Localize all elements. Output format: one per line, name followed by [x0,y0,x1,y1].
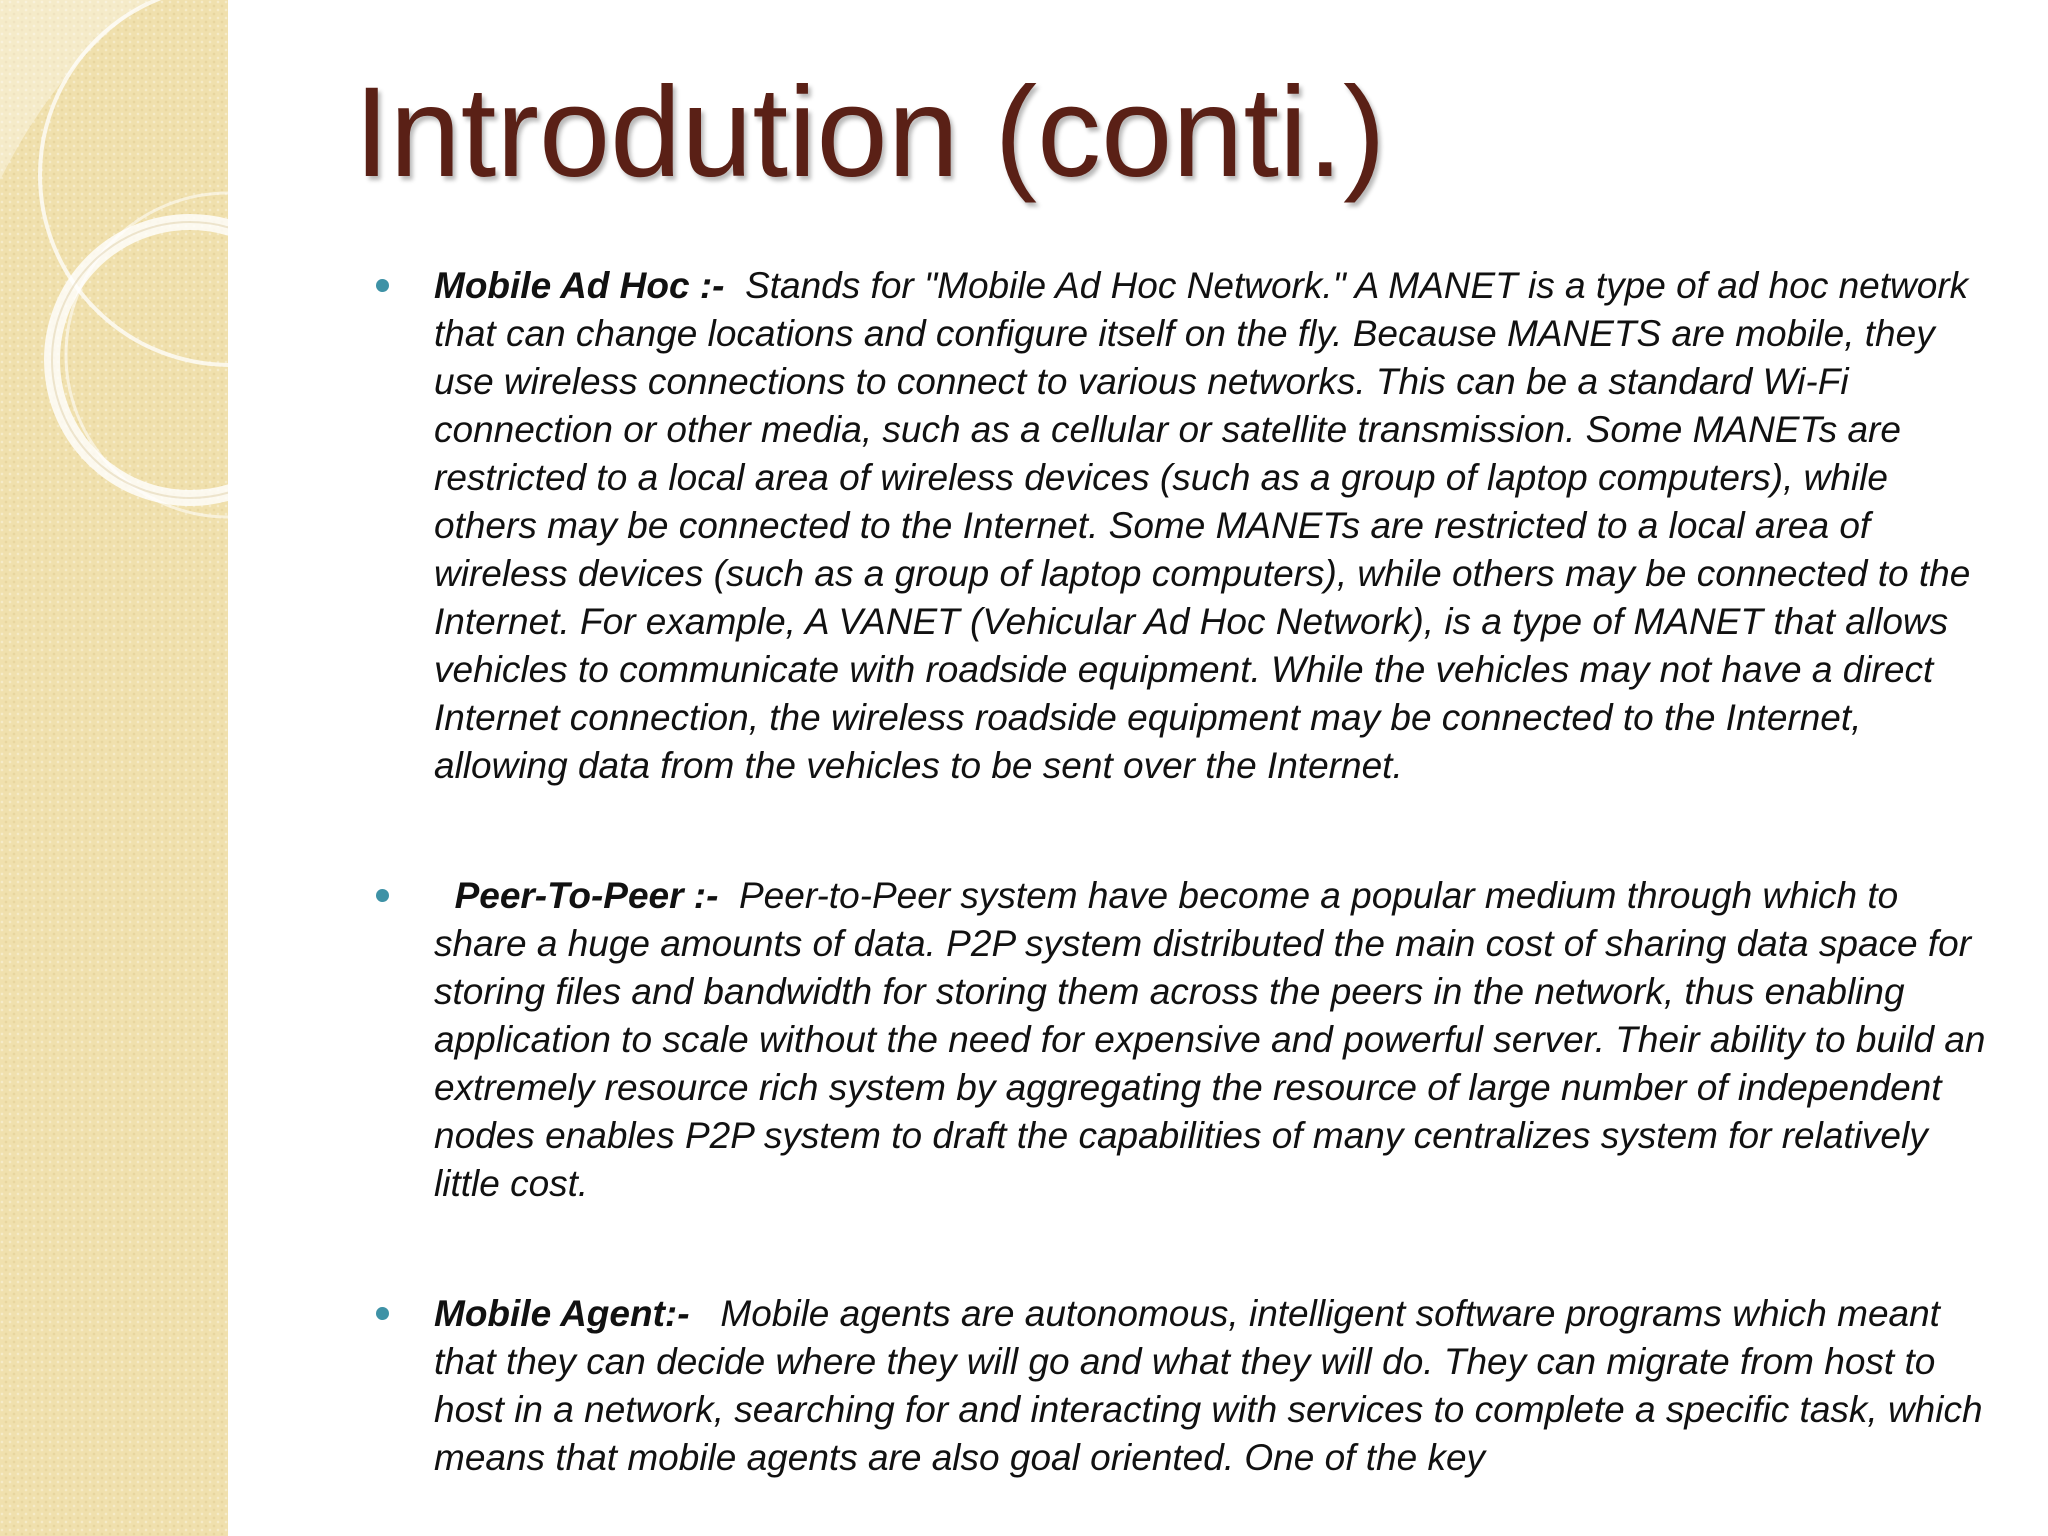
bullet-text: Peer-to-Peer system have become a popular medium through which to share a huge amounts of data. P2P system distributed the main cost of sharing data space for storing files and bandwidth for storing them across the peers in the network, thus enabling application to scale without the need for expensive and powerful server. Their ability to build an extremely resource rich system by aggregating the resource of large number of independent nodes enables P2P system to draft the capabilities of many centralizes system for relatively little cost. [434,875,1986,1204]
bullet-item-mobile-ad-hoc [376,262,1996,790]
bullet-text: Stands for "Mobile Ad Hoc Network." A MANET is a type of ad hoc network that can change locations and configure itself on the fly. Because MANETS are mobile, they use wireless connections to connect to various networks. This can be a standard Wi-Fi connection or other media, such as a cellular or satellite transmission. Some MANETs are restricted to a local area of wireless devices (such as a group of laptop computers), while others may be connected to the Internet. Some MANETs are restricted to a local area of wireless devices (such as a group of laptop computers), while others may be connected to the Internet. For example, A VANET (Vehicular Ad Hoc Network), is a type of MANET that allows vehicles to communicate with roadside equipment. While the vehicles may not have a direct Internet connection, the wireless roadside equipment may be connected to the Internet, allowing data from the vehicles to be sent over the Internet. [434,265,1971,786]
bullet-text: Mobile agents are autonomous, intelligent software programs which meant that they can decide where they will go and what they will do. They can migrate from host to host in a network, searching for and interacting with services to complete a specific task, which means that mobile agents are also goal oriented. One of the key [434,1293,1983,1478]
bullet-item-peer-to-peer [376,872,1996,1208]
bullet-term: Mobile Agent:- [434,1293,690,1334]
bullet-item-mobile-agent [376,1290,1996,1482]
bullet-term: Mobile Ad Hoc :- [434,265,725,306]
bullet-term: Peer-To-Peer :- [454,875,719,916]
bullet-dot-icon [376,889,389,902]
bullet-dot-icon [376,279,389,292]
bullet-dot-icon [376,1307,389,1320]
bullet-list [376,262,1996,1482]
slide-title: Introdution (conti.) [354,61,1386,204]
decorative-side-band [0,0,228,1536]
decorative-rings-graphic [0,0,228,1536]
